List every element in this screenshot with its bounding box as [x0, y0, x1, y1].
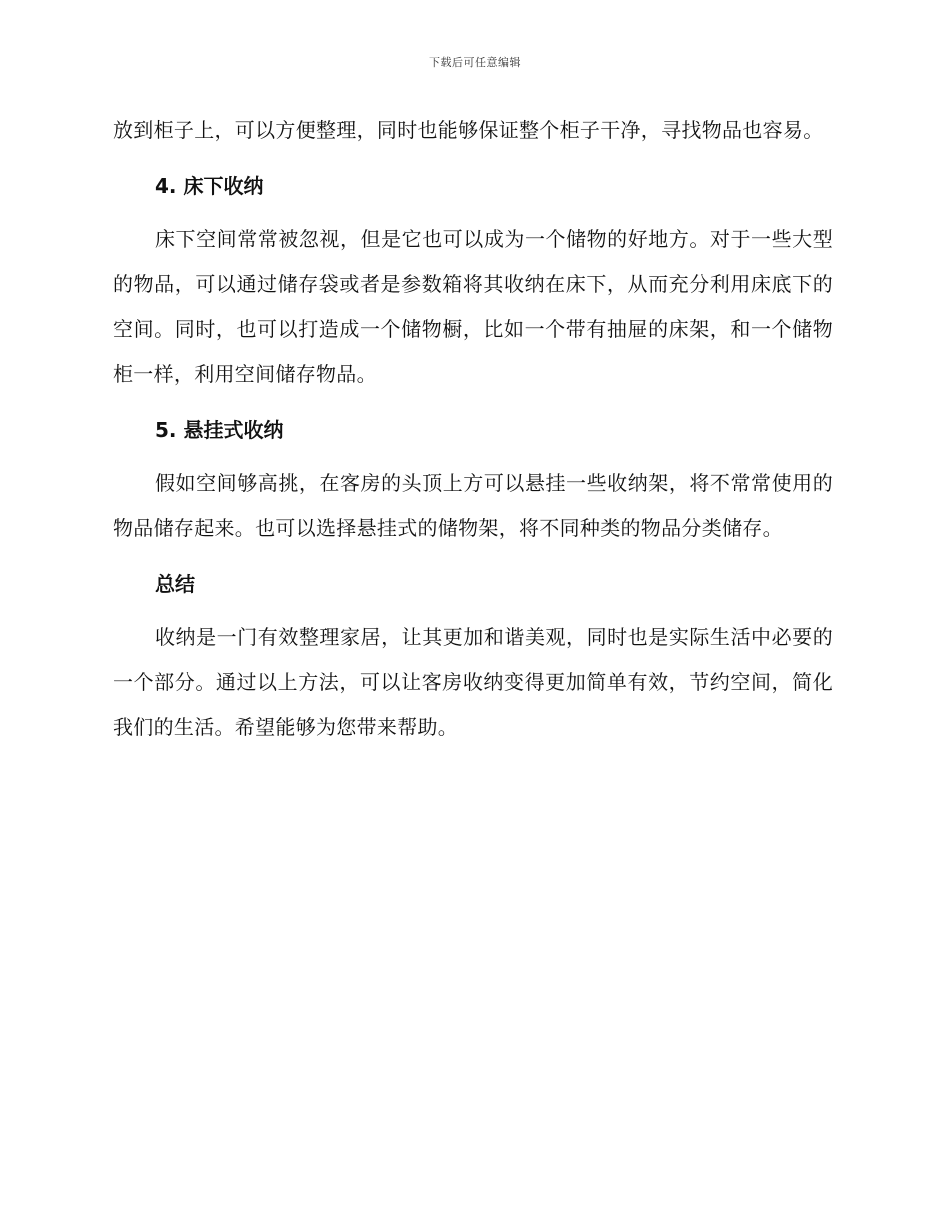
section-heading-hanging: 5. 悬挂式收纳 [155, 418, 284, 442]
paragraph-summary: 收纳是一门有效整理家居，让其更加和谐美观，同时也是实际生活中必要的一个部分。通过以上方法，可以让客房收纳变得更加简单有效，节约空间，简化我们的生活。希望能够为您带来帮助。 [113, 625, 833, 739]
page-header: 下载后可任意编辑 [429, 56, 521, 69]
document-body [113, 108, 833, 760]
section-heading-under-bed: 4. 床下收纳 [155, 174, 264, 198]
paragraph-under-bed: 床下空间常常被忽视，但是它也可以成为一个储物的好地方。对于一些大型的物品，可以通过储存袋或者是参数箱将其收纳在床下，从而充分利用床底下的空间。同时，也可以打造成一个储物橱，比如一个带有抽屉的床架，和一个储物柜一样，利用空间储存物品。 [113, 227, 833, 386]
paragraph-hanging: 假如空间够高挑，在客房的头顶上方可以悬挂一些收纳架，将不常常使用的物品储存起来。也可以选择悬挂式的储物架，将不同种类的物品分类储存。 [113, 471, 833, 540]
paragraph-continuation: 放到柜子上，可以方便整理，同时也能够保证整个柜子干净，寻找物品也容易。 [113, 118, 824, 142]
section-heading-summary: 总结 [155, 572, 195, 596]
